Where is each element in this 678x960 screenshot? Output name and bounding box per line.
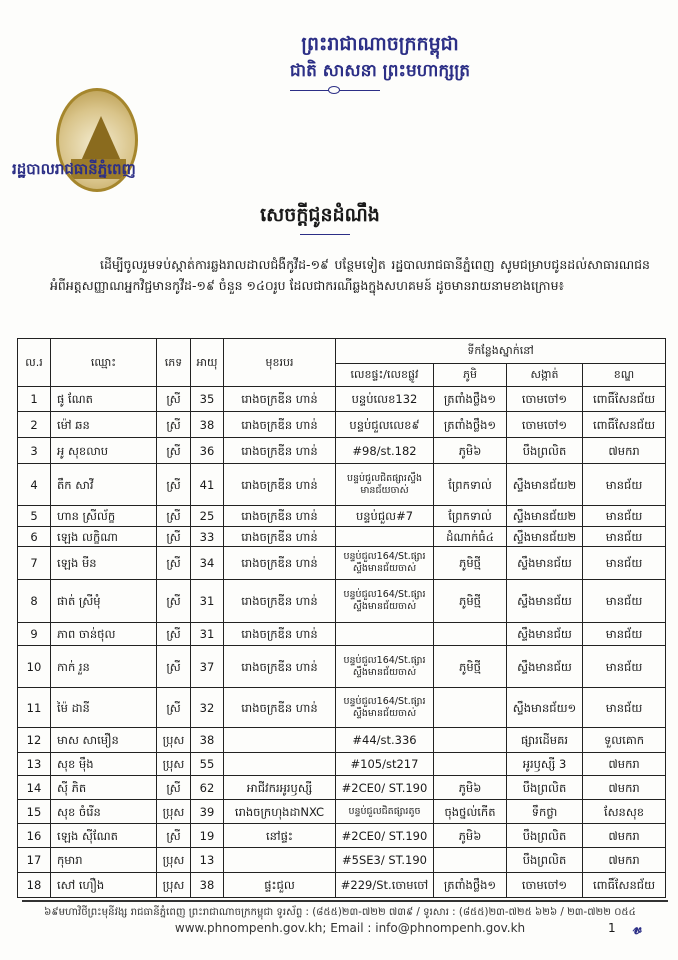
ornament-center — [328, 86, 340, 94]
cell-commune: ចោមចៅ១ — [507, 873, 583, 898]
cell-commune: ផ្សារដើមគរ — [507, 728, 583, 753]
cell-house: #2CE0/ ST.190 — [336, 776, 434, 800]
header-occupation: មុខរបរ — [224, 339, 336, 387]
header-age: អាយុ — [191, 339, 224, 387]
cell-district: ៧មករា — [583, 776, 666, 800]
cell-age: 41 — [191, 464, 224, 506]
cell-sex: ស្រី — [157, 387, 191, 412]
cell-age: 32 — [191, 688, 224, 728]
cell-sex: ប្រុស — [157, 848, 191, 873]
cell-commune: ស្ទឹងមានជ័យ — [507, 580, 583, 623]
cell-occupation — [224, 753, 336, 776]
cell-house: បន្ទប់ជួលជិតផ្សារតូច — [336, 800, 434, 824]
header-district: ខណ្ឌ — [583, 364, 666, 387]
table-row — [18, 464, 666, 506]
cell-commune: បឹងព្រលិត — [507, 824, 583, 848]
cell-house: #2CE0/ ST.190 — [336, 824, 434, 848]
cell-village: ភូមិថ្មី — [434, 547, 507, 580]
cell-occupation: រោងចក្រឌីន ហាន់ — [224, 623, 336, 646]
footer-divider — [22, 900, 668, 902]
table-row — [18, 438, 666, 464]
cell-age: 31 — [191, 623, 224, 646]
cell-occupation: នៅផ្ទះ — [224, 824, 336, 848]
table-body — [18, 387, 666, 898]
cell-commune: ចោមចៅ១ — [507, 412, 583, 438]
cell-name: តឹក សាវី — [51, 464, 157, 506]
footer-website: www.phnompenh.gov.kh; Email : info@phnompenh.gov.kh — [174, 921, 526, 935]
cell-name: សៅ ហឿង — [51, 873, 157, 898]
footer-address: ៦៩មហាវិថីព្រះមុនីវង្ស រាជធានីភ្នំពេញ ព្រះរាជាណាចក្រកម្ពុជា ទូរស័ព្ទ : (៨៥៥)២៣-៧២២ ៧៣៩ / ទូរសារ : (៨៥៥)២៣-៧២៥ ៦២៦ / ២៣-៧២២ ០៥៤ — [44, 907, 636, 918]
cell-sex: ប្រុស — [157, 753, 191, 776]
cell-name: មាស សាមឿន — [51, 728, 157, 753]
cell-sex: ស្រី — [157, 646, 191, 688]
cell-no: 7 — [18, 547, 51, 580]
header-house: លេខផ្ទះ/លេខផ្លូវ — [336, 364, 434, 387]
cell-age: 37 — [191, 646, 224, 688]
cell-district: ៧មករា — [583, 438, 666, 464]
cell-commune: ស្ទឹងមានជ័យ — [507, 623, 583, 646]
cell-no: 1 — [18, 387, 51, 412]
cell-village: ត្រពាំងថ្លឹង១ — [434, 412, 507, 438]
cell-district: មានជ័យ — [583, 464, 666, 506]
cell-name: កុមារា — [51, 848, 157, 873]
cell-commune: ចោមចៅ១ — [507, 387, 583, 412]
cell-age: 35 — [191, 387, 224, 412]
cell-no: 9 — [18, 623, 51, 646]
cell-name: ហាន ស្រីល័ក្ខ — [51, 506, 157, 527]
cell-age: 33 — [191, 527, 224, 547]
cell-no: 5 — [18, 506, 51, 527]
cell-district: មានជ័យ — [583, 580, 666, 623]
cell-no: 13 — [18, 753, 51, 776]
table-row — [18, 728, 666, 753]
cell-house: បន្ទប់ជួល164/St.ផ្សារស្ទឹងមានជ័យចាស់ — [336, 580, 434, 623]
cell-village: ចុងថ្នល់កើត — [434, 800, 507, 824]
cell-village — [434, 688, 507, 728]
cell-sex: ស្រី — [157, 547, 191, 580]
cell-age: 38 — [191, 412, 224, 438]
cell-sex: ស្រី — [157, 438, 191, 464]
cell-no: 18 — [18, 873, 51, 898]
cell-age: 13 — [191, 848, 224, 873]
cell-no: 3 — [18, 438, 51, 464]
cell-name: ម៉ៅ ឆន — [51, 412, 157, 438]
cell-occupation: រោងចក្រឌីន ហាន់ — [224, 464, 336, 506]
cell-no: 2 — [18, 412, 51, 438]
cell-name: អូ សុខលាប — [51, 438, 157, 464]
table-row — [18, 873, 666, 898]
cell-commune: ស្ទឹងមានជ័យ១ — [507, 688, 583, 728]
cell-district: មានជ័យ — [583, 623, 666, 646]
table-row — [18, 848, 666, 873]
cell-house: #105/st217 — [336, 753, 434, 776]
cell-village: ភូមិ៦ — [434, 776, 507, 800]
cell-sex: ស្រី — [157, 623, 191, 646]
cell-district: ទួលគោក — [583, 728, 666, 753]
cell-house: #5SE3/ ST.190 — [336, 848, 434, 873]
cell-occupation: រោងចក្រឌីន ហាន់ — [224, 506, 336, 527]
header-name: ឈ្មោះ — [51, 339, 157, 387]
cell-sex: ស្រី — [157, 776, 191, 800]
document-title: សេចក្ដីជូនដំណឹង — [260, 204, 380, 226]
header-commune: សង្កាត់ — [507, 364, 583, 387]
cell-occupation: អាជីវករអូរឫស្សី — [224, 776, 336, 800]
cell-house — [336, 527, 434, 547]
cell-village: ដំណាក់ធំ៤ — [434, 527, 507, 547]
cell-house: #98/st.182 — [336, 438, 434, 464]
cell-house: បន្ទប់ជួល164/St.ផ្សារស្ទឹងមានជ័យចាស់ — [336, 688, 434, 728]
cell-sex: ស្រី — [157, 527, 191, 547]
cell-name: ឡេង លក្ខិណា — [51, 527, 157, 547]
cell-district: ពោធិ៍សែនជ័យ — [583, 387, 666, 412]
cell-district: មានជ័យ — [583, 646, 666, 688]
cell-sex: ប្រុស — [157, 728, 191, 753]
cell-age: 25 — [191, 506, 224, 527]
cell-village: ភូមិ៦ — [434, 824, 507, 848]
cell-sex: ស្រី — [157, 688, 191, 728]
cell-sex: ស្រី — [157, 506, 191, 527]
cell-commune: ស្ទឹងមានជ័យ២ — [507, 464, 583, 506]
cell-no: 16 — [18, 824, 51, 848]
cell-occupation: រោងចក្រឌីន ហាន់ — [224, 412, 336, 438]
cell-district: មានជ័យ — [583, 506, 666, 527]
table-row — [18, 753, 666, 776]
cell-commune: ទឹកថ្លា — [507, 800, 583, 824]
cell-age: 34 — [191, 547, 224, 580]
cell-commune: អូរឫស្សី 3 — [507, 753, 583, 776]
cell-house: បន្ទប់ជួល164/St.ផ្សារស្ទឹងមានជ័យចាស់ — [336, 547, 434, 580]
table-row — [18, 776, 666, 800]
cell-district: ៧មករា — [583, 753, 666, 776]
cell-district: មានជ័យ — [583, 688, 666, 728]
cell-occupation: រោងចក្រឌីន ហាន់ — [224, 646, 336, 688]
cell-sex: ស្រី — [157, 580, 191, 623]
cell-occupation: រោងចក្រឌីន ហាន់ — [224, 688, 336, 728]
cell-name: ផាត់ ស្រីមុំ — [51, 580, 157, 623]
cell-district: មានជ័យ — [583, 547, 666, 580]
cell-occupation — [224, 848, 336, 873]
cell-no: 11 — [18, 688, 51, 728]
cell-village — [434, 753, 507, 776]
cell-name: សុខ ចំរើន — [51, 800, 157, 824]
cell-age: 39 — [191, 800, 224, 824]
motto-heading: ជាតិ សាសនា ព្រះមហាក្សត្រ — [289, 61, 471, 81]
cell-no: 12 — [18, 728, 51, 753]
cell-name: ផូ ណែត — [51, 387, 157, 412]
table-row — [18, 688, 666, 728]
cell-district: ពោធិ៍សែនជ័យ — [583, 412, 666, 438]
cell-occupation: រោងចក្រឌីន ហាន់ — [224, 547, 336, 580]
cell-age: 55 — [191, 753, 224, 776]
table-row — [18, 527, 666, 547]
cell-no: 4 — [18, 464, 51, 506]
organization-name: រដ្ឋបាលរាជធានីភ្នំពេញ — [12, 160, 136, 178]
cell-age: 36 — [191, 438, 224, 464]
cell-age: 62 — [191, 776, 224, 800]
cell-name: ភាព ចាន់ថុល — [51, 623, 157, 646]
cell-occupation: រោងចក្រឌីន ហាន់ — [224, 527, 336, 547]
cell-house: បន្ទប់ជួល164/St.ផ្សារស្ទឹងមានជ័យចាស់ — [336, 646, 434, 688]
cell-commune: បឹងព្រលិត — [507, 848, 583, 873]
cell-name: ឡេង មីន — [51, 547, 157, 580]
cell-commune: ស្ទឹងមានជ័យ — [507, 547, 583, 580]
cell-village: ភូមិថ្មី — [434, 646, 507, 688]
cell-village: ភូមិថ្មី — [434, 580, 507, 623]
cell-commune: បឹងព្រលិត — [507, 776, 583, 800]
cell-occupation — [224, 728, 336, 753]
table-row — [18, 506, 666, 527]
kingdom-heading: ព្រះរាជាណាចក្រកម្ពុជា — [301, 33, 459, 55]
cell-name: ឡេង ស៊ីណែត — [51, 824, 157, 848]
cell-sex: ស្រី — [157, 464, 191, 506]
header-village: ភូមិ — [434, 364, 507, 387]
cell-district: ពោធិ៍សែនជ័យ — [583, 873, 666, 898]
cell-sex: ស្រី — [157, 412, 191, 438]
cell-occupation: ផ្ទះជួល — [224, 873, 336, 898]
cell-commune: ស្ទឹងមានជ័យ — [507, 646, 583, 688]
table-row — [18, 646, 666, 688]
cell-village: ព្រែកទាល់ — [434, 506, 507, 527]
cell-occupation: រោងចក្រឌីន ហាន់ — [224, 580, 336, 623]
initial-mark: 𝓋 — [633, 918, 642, 939]
cell-no: 10 — [18, 646, 51, 688]
table-row — [18, 800, 666, 824]
cell-village: ភូមិ៦ — [434, 438, 507, 464]
cell-name: សុខ ម៉ឹង — [51, 753, 157, 776]
cell-age: 19 — [191, 824, 224, 848]
table-row — [18, 623, 666, 646]
cell-village: ត្រពាំងថ្លឹង១ — [434, 387, 507, 412]
table-row — [18, 547, 666, 580]
page-number: 1 — [608, 921, 616, 935]
title-divider — [300, 234, 350, 235]
cell-house: #44/st.336 — [336, 728, 434, 753]
cell-commune: ស្ទឹងមានជ័យ២ — [507, 527, 583, 547]
cell-sex: ប្រុស — [157, 873, 191, 898]
cell-occupation: រោងចក្រហុងដាNXC — [224, 800, 336, 824]
notice-body: ដើម្បីចូលរួមទប់ស្កាត់ការឆ្លងរាលដាលជំងឺកូវីដ-១៩ បន្ថែមទៀត រដ្ឋបាលរាជធានីភ្នំពេញ សូមជម្រាបជូនដល់សាធារណជនអំពីអត្តសញ្ញាណអ្នកវិជ្ជមានកូវីដ-១៩ ចំនួន ១៤០រូប ដែលជាករណីឆ្លងក្នុងសហគមន៍ ដូចមានរាយនាមខាងក្រោម៖ — [50, 257, 650, 293]
cell-house: បន្ទប់លេខ132 — [336, 387, 434, 412]
cell-village — [434, 623, 507, 646]
cell-district: ៧មករា — [583, 824, 666, 848]
header-no: ល.រ — [18, 339, 51, 387]
cell-house: បន្ទប់ជួលជិតផ្សារស្ទឹងមានជ័យចាស់ — [336, 464, 434, 506]
cell-district: មានជ័យ — [583, 527, 666, 547]
cell-sex: ប្រុស — [157, 800, 191, 824]
cell-no: 17 — [18, 848, 51, 873]
cell-no: 15 — [18, 800, 51, 824]
cell-no: 14 — [18, 776, 51, 800]
cell-name: ស៊ី ភិត — [51, 776, 157, 800]
cell-commune: ស្ទឹងមានជ័យ២ — [507, 506, 583, 527]
cell-age: 38 — [191, 873, 224, 898]
cell-village: ត្រពាំងថ្លឹង១ — [434, 873, 507, 898]
cell-village: ព្រែកទាល់ — [434, 464, 507, 506]
table-row — [18, 412, 666, 438]
cell-occupation: រោងចក្រឌីន ហាន់ — [224, 387, 336, 412]
header-sex: ភេទ — [157, 339, 191, 387]
cell-commune: បឹងព្រលិត — [507, 438, 583, 464]
cell-house — [336, 623, 434, 646]
table-row — [18, 580, 666, 623]
cell-no: 6 — [18, 527, 51, 547]
cell-house: បន្ទប់ជួលលេខ៩ — [336, 412, 434, 438]
header-residence: ទីកន្លែងស្នាក់នៅ — [336, 339, 666, 364]
table-row — [18, 824, 666, 848]
cell-district: សែនសុខ — [583, 800, 666, 824]
cell-age: 38 — [191, 728, 224, 753]
cell-village — [434, 848, 507, 873]
cell-no: 8 — [18, 580, 51, 623]
cases-table — [17, 338, 666, 898]
cell-sex: ស្រី — [157, 824, 191, 848]
cell-house: បន្ទប់ជួល#7 — [336, 506, 434, 527]
cell-occupation: រោងចក្រឌីន ហាន់ — [224, 438, 336, 464]
table-row — [18, 387, 666, 412]
cell-age: 31 — [191, 580, 224, 623]
cell-house: #229/St.ចោមចៅ — [336, 873, 434, 898]
cell-name: ម៉ៃ ដានី — [51, 688, 157, 728]
cell-district: ៧មករា — [583, 848, 666, 873]
cell-name: កាក់ រួន — [51, 646, 157, 688]
cell-village — [434, 728, 507, 753]
